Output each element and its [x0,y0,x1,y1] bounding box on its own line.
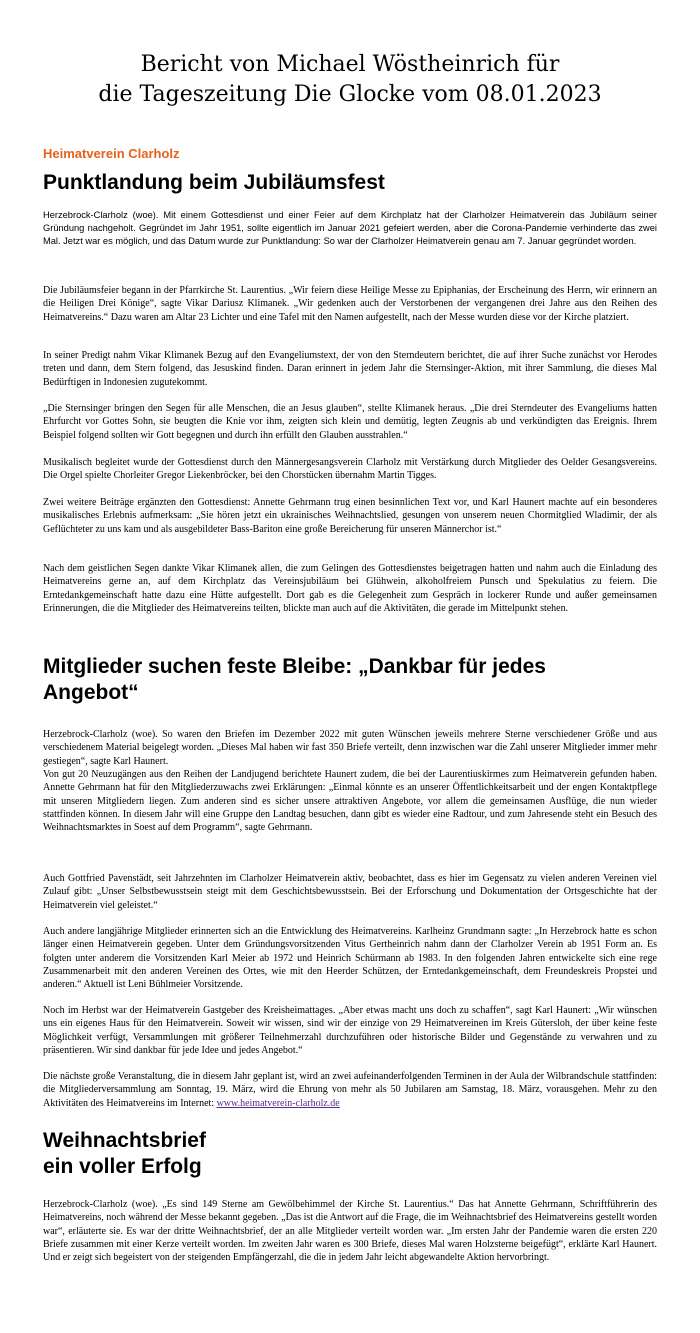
article-1-paragraph: Nach dem geistlichen Segen dankte Vikar Klimanek allen, die zum Gelingen des Gottesdienstes beigetragen hatten und nahm auch die Einladung des Heimatvereins gerne an, auf dem Kirchplatz das Vereinsjubiläum bei Glühwein, alkoholfreiem Punsch und Spekulatius zu feiern. Die Erntedankgemeinschaft hatte dazu eine Hütte aufgestellt. Dort gab es die Gelegenheit zum Gespräch in lockerer Runde und außer gemeinsamen Erinnerungen, die die Mitglieder des Heimatvereins teilten, blickte man auch auf die Aktivitäten, die gerade im Mittelpunkt stehen. [43,563,657,614]
article-2-paragraph: Von gut 20 Neuzugängen aus den Reihen der Landjugend berichtete Haunert zudem, die bei der Laurentiuskirmes zum Heimatverein gefunden haben. Annette Gehrmann hat für den Mitgliederzuwachs zwei Erklärungen: „Einmal könnte es an unserer Öffentlichkeitsarbeit und der engen Kontaktpflege mit unseren Mitgliedern liegen. Zum anderen sind es sicher unsere attraktiven Angebote, vor allem die gemeinsamen Ausflüge, die nun wieder stattfinden können. In diesem Jahr will eine Gruppe den Landtag besuchen, dann gibt es wieder eine Radtour, und zum Jahresende steht ein Besuch des Weihnachtsmarktes in Soest auf dem Programm“, sagte Gehrmann. [43,769,657,834]
article-1-paragraph: Musikalisch begleitet wurde der Gottesdienst durch den Männergesangsverein Clarholz mit Verstärkung durch Mitglieder des Oelder Gesangsvereins. Die Orgel spielte Chorleiter Gregor Liekenbröcker, bei den Chorstücken übernahm Martin Tigges. [43,457,657,482]
article-2-headline [43,654,546,706]
article-2-paragraph [43,1070,657,1110]
article-1-paragraph: Zwei weitere Beiträge ergänzten den Gottesdienst: Annette Gehrmann trug einen besinnlichen Text vor, und Karl Haunert machte auf ein besonderes musikalisches Erlebnis aufmerksam: „Sie hören jetzt ein ukrainisches Weihnachtslied, gesungen von unserem neuen Chormitglied Wladimir, der als Geflüchteter zu uns kam und als ausgebildeter Bass-Bariton eine große Bereicherung für unseren Männerchor ist.“ [43,497,657,535]
article-1-paragraph: Die Jubiläumsfeier begann in der Pfarrkirche St. Laurentius. „Wir feiern diese Heilige Messe zu Epiphanias, der Erscheinung des Herrn, wir erinnern an die Heiligen Drei Könige“, sagte Vikar Dariusz Klimanek. „Wir gedenken auch der Verstorbenen der vergangenen drei Jahre aus den Reihen des Heimatvereins.“ Dazu waren am Altar 23 Lichter und eine Tafel mit den Namen aufgestellt, nach der Messe wurden diese vor der Kirche platziert. [43,285,657,323]
article-1-paragraph: „Die Sternsinger bringen den Segen für alle Menschen, die an Jesus glauben“, stellte Klimanek heraus. „Die drei Sterndeuter des Evangeliums hatten Ehrfurcht vor Gottes Sohn, sie beugten die Knie vor ihm, zeigten sich klein und demütig, legten Zeugnis ab und verkündigten das Ereignis. Ihrem Beispiel folgend sollten wir Gott begegnen und durch ihn erfüllt den Glauben ausstrahlen.“ [43,403,657,441]
article-1-headline: Punktlandung beim Jubiläumsfest [43,171,385,194]
section-kicker: Heimatverein Clarholz [43,146,180,161]
report-title-line-1: Bericht von Michael Wöstheinrich für [140,52,560,77]
article-2-last-paragraph-text: Die nächste große Veranstaltung, die in diesem Jahr geplant ist, wird an zwei aufeinanderfolgenden Terminen in der Aula der Wilbrandschule stattfinden: die Mitgliederversammlung am Sonntag, 19. März, wird die Ehrung von mehr als 50 Jubilaren am Samstag, 18. März, vorausgehen. Mehr zu den Aktivitäten des Heimatvereins im Internet: [43,1071,657,1109]
article-2-paragraph: Auch andere langjährige Mitglieder erinnerten sich an die Entwicklung des Heimatvereins. Karlheinz Grundmann sagte: „In Herzebrock hatte es schon länger einen Heimatverein gegeben. Unter dem Gründungsvorsitzenden Vitus Gertheinrich nahm dann der Clarholzer Verein ab 1951 Form an. Es folgten unter anderem die Vorsitzenden Karl Meier ab 1972 und Heinrich Schürmann ab 1983. In den folgenden Jahren entwickelte sich eine rege Zusammenarbeit mit den anderen Vereinen des Ortes, wie mit den Heerder Schützen, der Erntedankgemeinschaft, dem Freundeskreis Propstei und anderen.“ Aktuell ist Leni Bühlmeier Vorsitzende. [43,926,657,991]
article-2-paragraph: Auch Gottfried Pavenstädt, seit Jahrzehnten im Clarholzer Heimatverein aktiv, beobachtet, dass es hier im Gegensatz zu vielen anderen Vereinen viel Zulauf gibt: „Unser Selbstbewusstsein steigt mit dem Geschichtsbewusstsein. Bei der Erforschung und Dokumentation der Ortsgeschichte hat der Heimatverein viel geleistet.“ [43,873,657,911]
article-3-paragraph: Herzebrock-Clarholz (woe). „Es sind 149 Sterne am Gewölbehimmel der Kirche St. Laurentius.“ Das hat Annette Gehrmann, Schriftführerin des Heimatvereins, noch während der Messe bekannt gegeben. „Das ist die Antwort auf die Frage, die im Weihnachtsbrief des Heimatvereins gestellt worden war“, erläuterte sie. Es war der dritte Weihnachtsbrief, der an alle Mitglieder verteilt worden war. „Im ersten Jahr der Pandemie waren die ersten 220 Briefe zusammen mit einer Kerze verteilt worden. Im zweiten Jahr waren es 300 Briefe, dieses Mal waren Holzsterne beigefügt“, erklärte Karl Haunert. Und er zeigt sich begeistert von der steigenden Empfängerzahl, die die in jedem Jahr leicht abgewandelte Aktion hervorbringt. [43,1199,657,1264]
article-1-paragraph: In seiner Predigt nahm Vikar Klimanek Bezug auf den Evangeliumstext, der von den Sterndeutern berichtet, die auf ihrer Suche zunächst vor Herodes treten und dann, dem Stern folgend, das Jesuskind finden. Daran erinnert in jedem Jahr die Sternsinger-Aktion, mit ihrer Sammlung, die dieses Mal Bedürftigen in Indonesien zugutekommt. [43,350,657,388]
article-3-headline-line-2: ein voller Erfolg [43,1155,202,1178]
article-2-paragraph: Herzebrock-Clarholz (woe). So waren den Briefen im Dezember 2022 mit guten Wünschen jeweils mehrere Sterne verschiedener Größe und aus verschiedenem Material beigelegt worden. „Dieses Mal haben wir fast 350 Briefe verteilt, denn inzwischen war die Zahl unserer Mitglieder immer mehr gestiegen“, sagte Karl Haunert. [43,729,657,767]
heimatverein-website-link[interactable]: www.heimatverein-clarholz.de [216,1097,340,1109]
article-3-headline [43,1128,206,1180]
article-2-headline-line-1: Mitglieder suchen feste Bleibe: „Dankbar für jedes [43,655,546,678]
report-title [0,50,700,110]
article-2-headline-line-2: Angebot“ [43,681,139,704]
article-2-paragraph: Noch im Herbst war der Heimatverein Gastgeber des Kreisheimattages. „Aber etwas macht uns doch zu schaffen“, sagt Karl Haunert: „Wir wünschen uns ein eigenes Haus für den Heimatverein. Soweit wir wissen, sind wir der einzige von 29 Heimatvereinen im Kreis Gütersloh, der über keine feste Möglichkeit verfügt, Versammlungen mit größerer Teilnehmerzahl durchzuführen oder historische Bilder und Gegenstände zu verwahren und zu präsentieren. Wir sind dankbar für jede Idee und jedes Angebot.“ [43,1005,657,1056]
article-3-headline-line-1: Weihnachtsbrief [43,1129,206,1152]
report-title-line-2: die Tageszeitung Die Glocke vom 08.01.2023 [98,82,602,107]
article-1-lead: Herzebrock-Clarholz (woe). Mit einem Gottesdienst und einer Feier auf dem Kirchplatz hat der Clarholzer Heimatverein das Jubiläum seiner Gründung nachgeholt. Gegründet im Jahr 1951, sollte eigentlich im Januar 2021 gefeiert werden, aber die Corona-Pandemie verhinderte das zwei Mal. Jetzt war es möglich, und das Datum wurde zur Punktlandung: So war der Clarholzer Heimatverein genau am 7. Januar gegründet worden. [43,210,657,247]
